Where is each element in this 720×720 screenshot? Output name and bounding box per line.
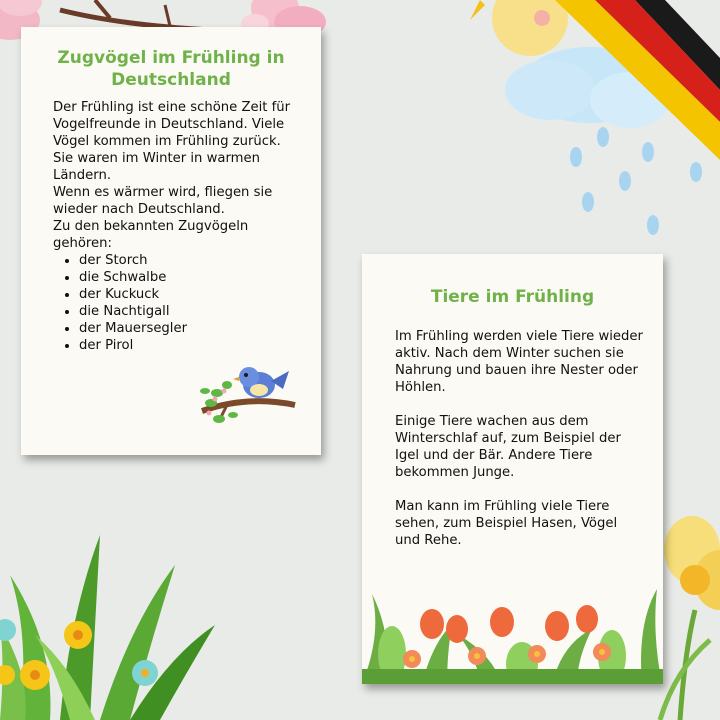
list-item: • der Storch <box>79 252 305 269</box>
bluebird-on-branch-icon <box>197 363 297 427</box>
intro-line: Der Frühling ist eine schöne Zeit für Vogelfreunde in Deutschland. Viele Vögel kommen im Frühling zurück. Sie waren im Winter in warmen Ländern. <box>53 100 291 183</box>
intro-line: Wenn es wärmer wird, fliegen sie wieder nach Deutschland. <box>53 185 273 217</box>
card-text <box>53 99 305 252</box>
grass-flowers-icon <box>0 515 220 720</box>
card-zugvoegel <box>21 27 321 455</box>
list-item: • der Kuckuck <box>79 286 305 303</box>
card-title: Tiere im Frühling <box>430 287 595 307</box>
tulip-meadow-icon <box>362 574 663 684</box>
paragraph: Einige Tiere wachen aus dem Winterschlaf auf, zum Beispiel der Igel und der Bär. Andere Tiere bekommen Junge. <box>395 414 621 480</box>
paragraph: Im Frühling werden viele Tiere wieder aktiv. Nach dem Winter suchen sie Nahrung und bauen ihre Nester oder Höhlen. <box>395 329 643 395</box>
list-item: • der Pirol <box>79 337 305 354</box>
bird-list <box>53 252 305 354</box>
card-tiere <box>362 254 663 684</box>
intro-line: Zu den bekannten Zugvögeln gehören: <box>53 219 249 251</box>
german-flag-icon <box>540 0 720 170</box>
card-text <box>395 328 645 549</box>
list-item: • die Nachtigall <box>79 303 305 320</box>
list-item: • der Mauersegler <box>79 320 305 337</box>
list-item: • die Schwalbe <box>79 269 305 286</box>
card-title: Zugvögel im Frühling in Deutschland <box>57 48 285 90</box>
paragraph: Man kann im Frühling viele Tiere sehen, zum Beispiel Hasen, Vögel und Rehe. <box>395 499 618 548</box>
